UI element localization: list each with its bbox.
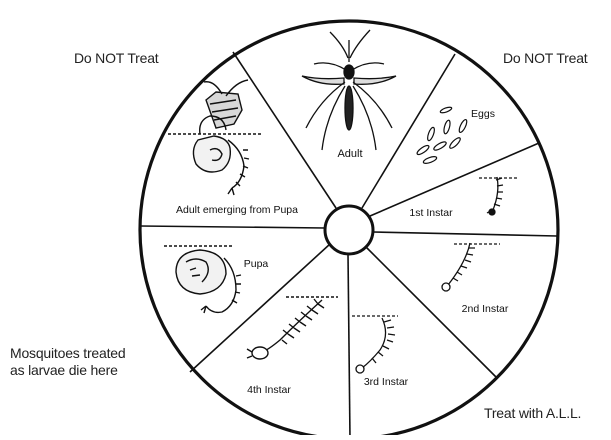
divider-1st-2nd (373, 232, 557, 236)
eggs-icon (416, 106, 468, 165)
larva-2nd-icon (442, 243, 500, 291)
larvae-die-here-label (10, 345, 125, 379)
pupa-icon (164, 246, 241, 313)
divider-3rd-4th (348, 254, 350, 435)
segment-label-adult-emerging: Adult emerging from Pupa (176, 204, 298, 216)
wheel-hub (325, 206, 373, 254)
adult-mosquito-icon (302, 30, 396, 150)
do-not-treat-label-right: Do NOT Treat (503, 50, 588, 66)
larva-3rd-icon (352, 316, 398, 373)
segment-label-3rd-instar: 3rd Instar (363, 376, 409, 388)
segment-label-eggs: Eggs (471, 108, 495, 120)
larvae-die-here-line1: Mosquitoes treated (10, 345, 126, 361)
segment-label-pupa: Pupa (243, 258, 269, 270)
larva-1st-icon (479, 177, 518, 215)
segment-label-1st-instar: 1st Instar (409, 207, 453, 219)
larvae-die-here-line2: as larvae die here (10, 362, 118, 378)
segment-label-adult: Adult (337, 148, 363, 160)
segment-label-4th-instar: 4th Instar (247, 384, 291, 396)
divider-pupa-emerging (140, 226, 325, 228)
larva-4th-icon (247, 297, 338, 359)
do-not-treat-label-left: Do NOT Treat (74, 50, 159, 66)
divider-adult-emerging (233, 52, 336, 208)
segment-label-2nd-instar: 2nd Instar (461, 303, 509, 315)
treat-with-all-label: Treat with A.L.L. (484, 405, 582, 421)
emerging-adult-icon (168, 80, 262, 195)
